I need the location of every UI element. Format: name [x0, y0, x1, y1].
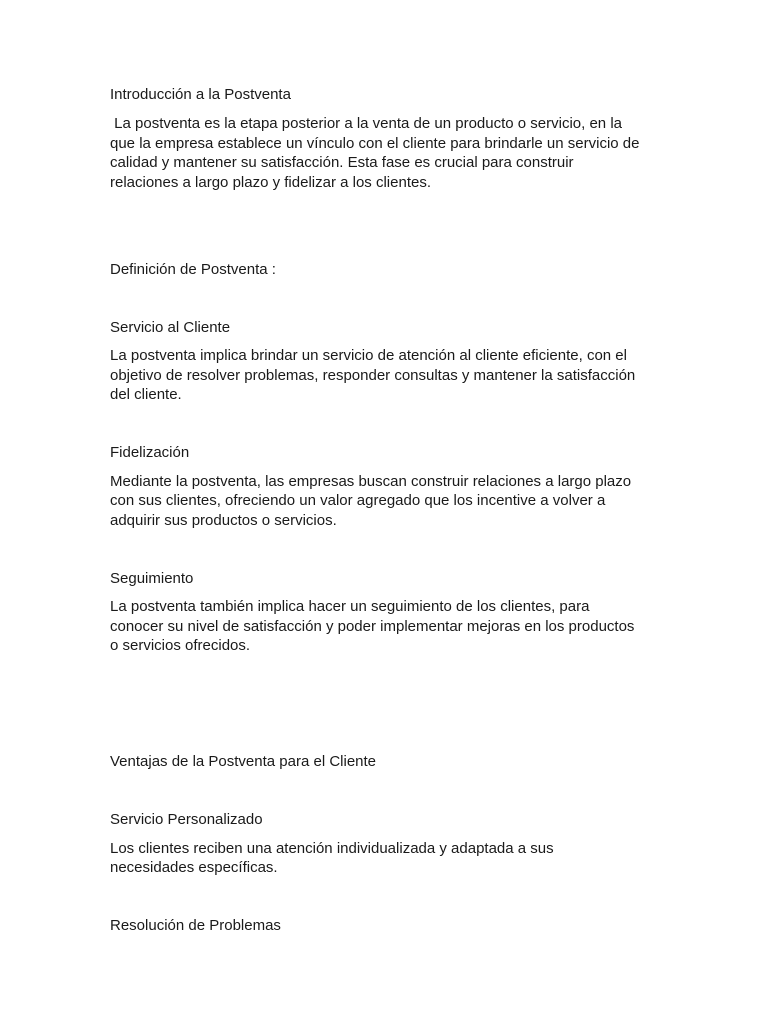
seguimiento-line-3: o servicios ofrecidos. — [110, 637, 251, 654]
personalizado-heading: Servicio Personalizado — [110, 811, 263, 828]
resolucion-heading: Resolución de Problemas — [110, 917, 281, 934]
servicio-line-1: La postventa implica brindar un servicio de atención al cliente eficiente, con el — [110, 347, 627, 364]
seguimiento-heading: Seguimiento — [110, 570, 194, 587]
intro-line-3: calidad y mantener su satisfacción. Esta fase es crucial para construir — [110, 154, 574, 171]
seguimiento-line-1: La postventa también implica hacer un seguimiento de los clientes, para — [110, 598, 590, 615]
fidelizacion-line-1: Mediante la postventa, las empresas buscan construir relaciones a largo plazo — [110, 473, 632, 490]
servicio-heading: Servicio al Cliente — [110, 319, 231, 336]
fidelizacion-line-3: adquirir sus productos o servicios. — [110, 512, 337, 529]
fidelizacion-heading: Fidelización — [110, 444, 190, 461]
personalizado-line-2: necesidades específicas. — [110, 859, 278, 876]
personalizado-line-1: Los clientes reciben una atención individualizada y adaptada a sus — [110, 840, 554, 857]
definition-heading: Definición de Postventa : — [110, 261, 276, 278]
ventajas-heading: Ventajas de la Postventa para el Cliente — [110, 753, 377, 770]
intro-heading: Introducción a la Postventa — [110, 86, 291, 103]
intro-line-2: que la empresa establece un vínculo con el cliente para brindarle un servicio de — [110, 135, 640, 152]
seguimiento-line-2: conocer su nivel de satisfacción y poder implementar mejoras en los productos — [110, 618, 635, 635]
fidelizacion-line-2: con sus clientes, ofreciendo un valor agregado que los incentive a volver a — [110, 492, 606, 509]
intro-line-4: relaciones a largo plazo y fidelizar a los clientes. — [110, 174, 431, 191]
intro-line-1: La postventa es la etapa posterior a la venta de un producto o servicio, en la — [110, 115, 622, 132]
servicio-line-2: objetivo de resolver problemas, responder consultas y mantener la satisfacción — [110, 367, 636, 384]
servicio-line-3: del cliente. — [110, 386, 182, 403]
